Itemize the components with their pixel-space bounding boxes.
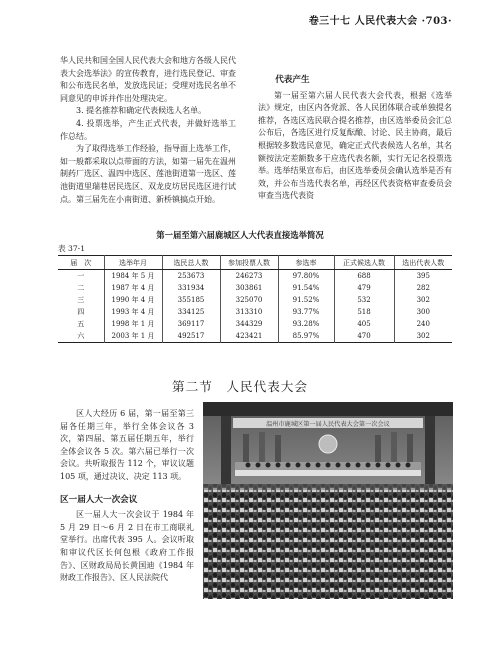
table-cell: 303861 — [220, 282, 278, 294]
table-label: 表 37-1 — [58, 244, 86, 253]
column-header: 届 次 — [58, 256, 104, 270]
paragraph: 区一届人大一次会议于 1984 年 5 月 29 日～6 月 2 日在市工商联礼堂举行。出席代表 395 人。会议听取和审议代区长何包根《政府工作报告》、区财政局局长黄国迪《1984 年财政工作报告》、区人民法院代 — [60, 510, 194, 583]
table-cell: 1998 年 1 月 — [104, 318, 162, 330]
table-cell: 470 — [334, 330, 394, 343]
presidium-table — [235, 470, 421, 476]
audience-delegates — [203, 484, 453, 599]
table-cell: 302 — [394, 330, 452, 343]
section-intro — [60, 408, 194, 585]
right-column — [258, 74, 452, 203]
table-cell: 85.97% — [278, 330, 334, 343]
table-cell: 331934 — [162, 282, 220, 294]
table-cell: 369117 — [162, 318, 220, 330]
table-cell: 1987 年 4 月 — [104, 282, 162, 294]
election-table — [58, 255, 452, 343]
table-cell: 325070 — [220, 294, 278, 306]
paragraph: 为了取得选举工作经验，指导面上选举工作，如一般都采取以点带面的方法，如第一届先在温州制药厂选区、温四中选区、莲池街道第一选区、莲池街道里瑞巷居民选区、双龙皮坊居民选区进行试点。第三届先在小南街道、新桥镇搞点开始。 — [60, 144, 236, 204]
table-cell: 五 — [77, 320, 85, 328]
column-header: 选出代表人数 — [394, 256, 452, 270]
table-cell: 300 — [394, 306, 452, 318]
paragraph: 华人民共和国全国人民代表大会和地方各级人民代表大会选举法》的宣传教育，进行选民登记、审查和公布选民名单，发放选民证；受理对选民名单不同意见的申诉并作出处理决定。 — [60, 56, 236, 103]
subheading-first-session: 区一届人大一次会议 — [60, 494, 138, 505]
paragraph: 4. 投票选举，产生正式代表，并做好选举工作总结。 — [60, 118, 236, 141]
table-cell: 91.52% — [278, 294, 334, 306]
paragraph: 3. 提名推荐和确定代表候选人名单。 — [76, 106, 207, 116]
meeting-hall-image — [203, 402, 453, 599]
left-column — [60, 55, 236, 206]
table-cell: 97.80% — [278, 270, 334, 283]
column-header: 选民总人数 — [162, 256, 220, 270]
meeting-banner-text: 温州市鹿城区第一届人民代表大会第一次会议 — [266, 421, 390, 428]
table-cell: 二 — [77, 284, 85, 292]
table-cell: 334125 — [162, 306, 220, 318]
table-row — [58, 318, 452, 330]
table-cell: 93.77% — [278, 306, 334, 318]
paragraph: 区人大经历 6 届，第一届至第三届各任期三年，举行全体会议各 3 次，第四届、第五届任期五年，举行全体会议各 5 次。第六届已举行一次会议。共听取报告 112 个，审议议题 105 项，通过决议、决定 113 项。 — [60, 409, 194, 481]
table-row — [58, 282, 452, 294]
table-cell: 355185 — [162, 294, 220, 306]
emblem-icon — [319, 435, 337, 453]
table-cell: 1990 年 4 月 — [104, 294, 162, 306]
column-header: 参选率 — [278, 256, 334, 270]
table-cell: 246273 — [220, 270, 278, 283]
table-cell: 253673 — [162, 270, 220, 283]
table-cell: 282 — [394, 282, 452, 294]
table-cell: 三 — [77, 296, 85, 304]
table-cell: 395 — [394, 270, 452, 283]
table-title: 第一届至第六届鹿城区人大代表直接选举简况 — [156, 230, 324, 240]
running-header: 卷三十七 人民代表大会 ·703· — [308, 16, 452, 27]
table-cell: 93.28% — [278, 318, 334, 330]
pillar — [221, 416, 231, 486]
table-row — [58, 330, 452, 343]
table-cell: 688 — [334, 270, 394, 283]
table-cell: 四 — [77, 308, 85, 316]
table-cell: 492517 — [162, 330, 220, 343]
paragraph: 第一届至第六届人民代表大会代表，根据《选举法》规定，由区内各党派、各人民团体联合或单独提名推荐，各选区选民联合提名推荐，由区选举委员会汇总公布后，各选区进行反复酝酿、讨论、民主协商，最后根据较多数选民意见，确定正式代表候选人名单，其名额按法定差额数多于应选代表名额，实行无记名投票选举。选举结果宣布后，由区选举委员会确认选举是否有效，并公布当选代表名单，再经区代表资格审查委员会审查当选代表资 — [258, 90, 452, 201]
meeting-photo — [203, 402, 453, 599]
table-cell: 302 — [394, 294, 452, 306]
table-cell: 1993 年 4 月 — [104, 306, 162, 318]
table-cell: 423421 — [220, 330, 278, 343]
column-header: 参加投票人数 — [220, 256, 278, 270]
subheading-delegate-election: 代表产生 — [275, 75, 310, 85]
table-cell: 2003 年 1 月 — [104, 330, 162, 343]
table-cell: 479 — [334, 282, 394, 294]
table-header-row — [58, 256, 452, 270]
pillar — [425, 416, 435, 486]
table-row — [58, 270, 452, 283]
table-cell: 六 — [77, 332, 85, 340]
column-header: 选举年月 — [104, 256, 162, 270]
table-row — [58, 294, 452, 306]
table-cell: 一 — [77, 272, 85, 280]
table-cell: 313310 — [220, 306, 278, 318]
table-cell: 240 — [394, 318, 452, 330]
table-cell: 405 — [334, 318, 394, 330]
table-cell: 344329 — [220, 318, 278, 330]
table-cell: 1984 年 5 月 — [104, 270, 162, 283]
column-header: 正式候选人数 — [334, 256, 394, 270]
table-row — [58, 306, 452, 318]
table-cell: 532 — [334, 294, 394, 306]
table-cell: 91.54% — [278, 282, 334, 294]
table-cell: 518 — [334, 306, 394, 318]
section-title: 第二节 人民代表大会 — [172, 379, 308, 394]
ceiling — [203, 402, 453, 416]
